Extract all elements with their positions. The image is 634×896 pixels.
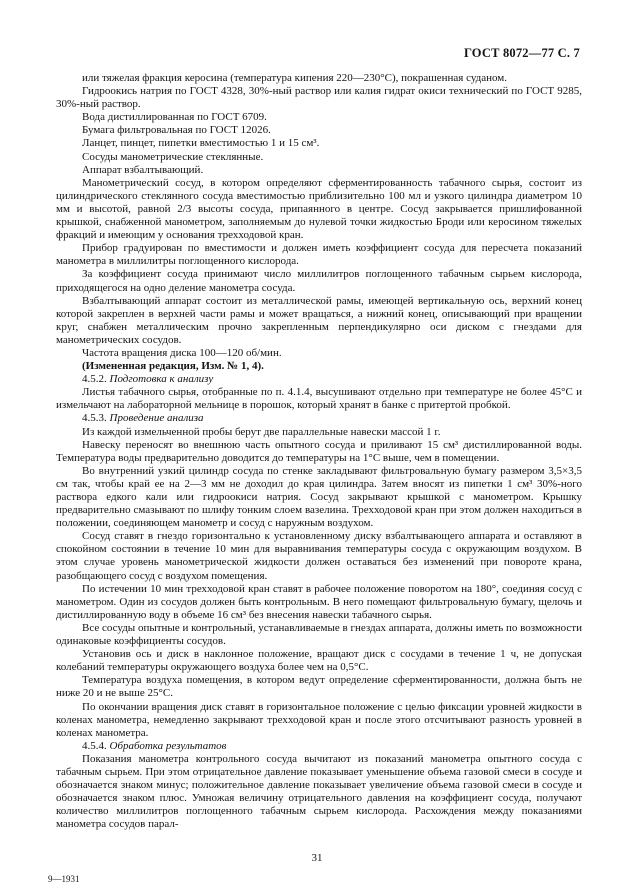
- section-title-text: Обработка результатов: [109, 739, 227, 752]
- paragraph: Температура воздуха помещения, в котором ведут определение сферментированности, должна быть не ниже 20 и не выше 25°С.: [56, 674, 582, 700]
- section-heading-4-5-2: [56, 373, 582, 386]
- section-number-text: 4.5.3.: [82, 412, 110, 425]
- paragraph: Прибор градуирован по вместимости и должен иметь коэффициент сосуда для пересчета показаний манометра в миллилитры поглощенного кислорода.: [56, 242, 582, 268]
- paragraph: По окончании вращения диск ставят в горизонтальное положение с целью фиксации уровней жидкости в коленах манометра, немедленно закрывают трехходовой кран и после этого отсчитывают разность уровней в коленах манометра.: [56, 700, 582, 739]
- section-number-text: 4.5.2.: [82, 373, 110, 386]
- paragraph: Сосуды манометрические стеклянные.: [82, 150, 264, 163]
- paragraph: Взбалтывающий аппарат состоит из металлической рамы, имеющей вертикальную ось, верхний конец которой закреплен в верхней части рамы и может вращаться, а нижний конец, описывающий при вращении круг, снабжен металлическим прочно закрепленным перпендикулярно оси диском с гнездами для манометрических сосудов.: [56, 294, 582, 346]
- paragraph: Сосуд ставят в гнездо горизонтально к установленному диску взбалтывающего аппарата и оставляют в спокойном состоянии в течение 10 мин для выравнивания температуры сосуда с окружающим воздухом. В этом случае уровень манометрической жидкости должен оставаться без изменений при повороте крана, разобщающего сосуд с воздухом помещения.: [56, 530, 582, 582]
- page-number: 31: [311, 852, 323, 864]
- paragraph: Показания манометра контрольного сосуда вычитают из показаний манометра опытного сосуда с табачным сырьем. При этом отрицательное давление показывает уменьшение объема газовой смеси в сосуде и обозначается знаком минус; положительное давление показывает увеличение объема газовой смеси в сосуде и обозначается знаком плюс. Умножая величину отрицательного давления на коэффициент сосуда, получают количество миллилитров поглощенного табачным сырьем кислорода. Расхождения между показаниями манометра сосудов парал-: [56, 752, 582, 831]
- paragraph: Частота вращения диска 100—120 об/мин.: [82, 346, 282, 359]
- paragraph: Из каждой измельченной пробы берут две параллельные навески массой 1 г.: [82, 425, 441, 438]
- paragraph: Бумага фильтровальная по ГОСТ 12026.: [82, 124, 271, 137]
- paragraph: Все сосуды опытные и контрольный, устанавливаемые в гнездах аппарата, должны иметь по возможности одинаковые коэффициенты сосудов.: [56, 621, 582, 648]
- paragraph: Аппарат взбалтывающий.: [82, 163, 204, 176]
- paragraph: Гидроокись натрия по ГОСТ 4328, 30%-ный раствор или калия гидрат окиси технический по ГОСТ 9285, 30%-ный раствор.: [56, 85, 582, 111]
- section-heading-4-5-3: [56, 412, 582, 425]
- paragraph: Во внутренний узкий цилиндр сосуда по стенке закладывают фильтровальную бумагу размером 3,5×3,5 см так, чтобы край ее на 2—3 мм не доходил до края цилиндра. Затем вносят из пипетки 1 см³ 30%-ного раствора едкого кали или гидроокиси натрия. Сосуд закрывают крышкой с манометром. Крышку предварительно смазывают по шлифу тонким слоем вазелина. Трехходовой кран при этом должен находиться в положении, соединяющем манометр и сосуд с наружным воздухом.: [56, 464, 582, 530]
- paragraph: или тяжелая фракция керосина (температура кипения 220—230°С), покрашенная суданом.: [82, 72, 508, 84]
- page-header-gost-number: ГОСТ 8072—77 С. 7: [463, 46, 580, 60]
- paragraph: Ланцет, пинцет, пипетки вместимостью 1 и 15 см³.: [82, 137, 320, 150]
- paragraph: Вода дистиллированная по ГОСТ 6709.: [82, 111, 267, 124]
- section-number-text: 4.5.4.: [82, 739, 110, 752]
- footer-print-code: 9—1931: [48, 874, 80, 884]
- section-title-text: Проведение анализа: [109, 412, 204, 425]
- paragraph: За коэффициент сосуда принимают число миллилитров поглощенного табачным сырьем кислорода, приходящегося на одно деление манометра сосуда.: [56, 268, 582, 294]
- paragraph: Установив ось и диск в наклонное положение, вращают диск с сосудами в течение 1 ч, не допуская колебаний температуры окружающего воздуха более чем на 0,5°С.: [56, 648, 582, 674]
- paragraph: По истечении 10 мин трехходовой кран ставят в рабочее положение поворотом на 180°, соединяя сосуд с манометром. Один из сосудов должен быть контрольным. В него помещают фильтровальную бумагу, щелочь и дистиллированную воду в объеме 16 см³ без внесения навески табачного сырья.: [56, 582, 582, 621]
- paragraph: Манометрический сосуд, в котором определяют сферментированность табачного сырья, состоит из цилиндрического стеклянного сосуда вместимостью приблизительно 100 мл и узкого цилиндра диаметром 10 мм и высотой, равной 2/3 высоты сосуда, припаянного в центре. Сосуд закрывается пришлифованной крышкой, снабженной манометром, заполняемым до нулевой точки жидкостью Броди или керосином тяжелых фракций и имеющим у основания трехходовой кран.: [56, 176, 582, 242]
- paragraph: Листья табачного сырья, отобранные по п. 4.1.4, высушивают отдельно при температуре не более 45°С и измельчают на лабораторной мельнице в порошок, который хранят в банке с притертой пробкой.: [56, 386, 582, 412]
- paragraph: (Измененная редакция, Изм. № 1, 4).: [82, 360, 264, 373]
- document-content: [56, 72, 582, 831]
- section-heading-4-5-4: [56, 740, 582, 753]
- paragraph: Навеску переносят во внешнюю часть опытного сосуда и приливают 15 см³ дистиллированной воды. Температура воды предварительно доводится до температуры на 1°С выше, чем в помещении.: [56, 438, 582, 464]
- section-title-text: Подготовка к анализу: [109, 373, 214, 386]
